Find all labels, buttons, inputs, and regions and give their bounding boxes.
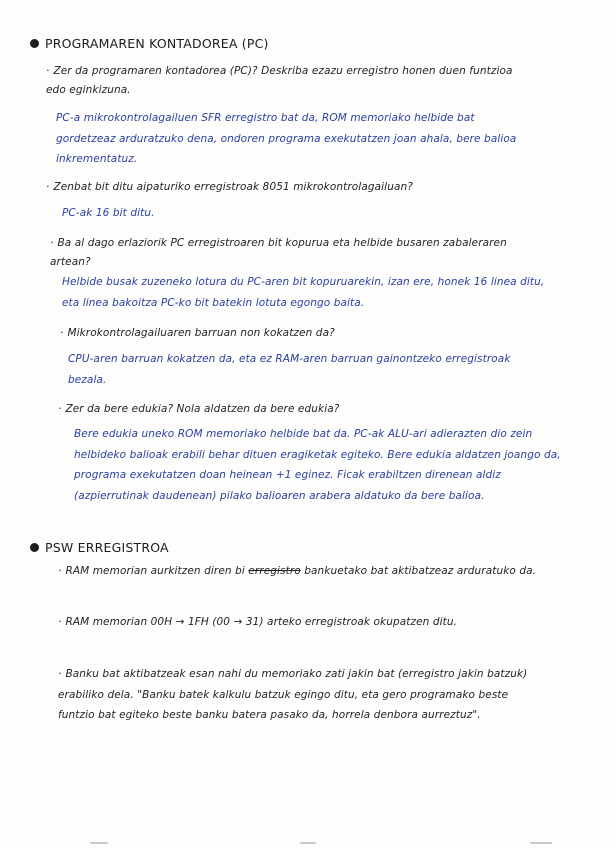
answer-3: Helbide busak zuzeneko lotura du PC-aren bit kopuruarekin, izan ere, honek 16 linea ditu, eta linea bakoitza PC-ko bit batekin lotuta egongo baita. xyxy=(62,276,545,309)
answer-2: PC-ak 16 bit ditu. xyxy=(62,207,155,219)
scan-mark xyxy=(300,842,316,844)
section-heading-pc: PROGRAMAREN KONTADOREA (PC) xyxy=(30,36,269,51)
question-4: · Mikrokontrolagailuaren barruan non kokatzen da? xyxy=(60,327,335,339)
bullet-icon: · xyxy=(60,327,64,339)
answer-4: CPU-aren barruan kokatzen da, eta ez RAM-aren barruan gainontzeko erregistroak bezala. xyxy=(68,353,511,386)
bullet-icon: · xyxy=(58,616,62,628)
bullet-icon: · xyxy=(46,181,50,193)
bullet-icon: · xyxy=(50,237,54,249)
bullet-dot-icon xyxy=(30,543,39,552)
bullet-icon: · xyxy=(46,65,50,77)
scan-mark xyxy=(90,842,108,844)
question-2: · Zenbat bit ditu aipaturiko erregistroak 8051 mikrokontrolagailuan? xyxy=(46,181,413,193)
bullet-icon: · xyxy=(58,565,62,577)
question-5: · Zer da bere edukia? Nola aldatzen da bere edukia? xyxy=(58,403,340,415)
bullet-dot-icon xyxy=(30,39,39,48)
scan-marks xyxy=(90,838,560,848)
section-heading-psw: PSW ERREGISTROA xyxy=(30,540,169,555)
scan-mark xyxy=(530,842,552,844)
answer-5: Bere edukia uneko ROM memoriako helbide bat da. PC-ak ALU-ari adierazten dio zein helbideko balioak erabili behar dituen eragiketak egiteko. Bere edukia aldatzen joango da, programa exekutatzen doan heinean +1 eginez. Ficak erabiltzen direnean aldiz (azpierrutinak daudenean) pilako balioaren arabera aldatuko da bere balioa. xyxy=(74,428,561,502)
bullet-icon: · xyxy=(58,668,62,680)
psw-note-3: · Banku bat aktibatzeak esan nahi du memoriako zati jakin bat (erregistro jakin batzuk) erabiliko dela. "Banku batek kalkulu batzuk egingo ditu, eta gero programako beste funtzio bat egiteko beste banku batera pasako da, horrela denbora aurreztuz". xyxy=(58,668,528,721)
bullet-icon: · xyxy=(58,403,62,415)
question-3: · Ba al dago erlaziorik PC erregistroaren bit kopurua eta helbide busaren zabaleraren artean? xyxy=(50,237,507,268)
question-1: · Zer da programaren kontadorea (PC)? Deskriba ezazu erregistro honen duen funtzioa edo eginkizuna. xyxy=(46,65,513,96)
psw-note-1: · RAM memorian aurkitzen diren bi erregistro bankuetako bat aktibatzeaz arduratuko da. xyxy=(58,565,537,577)
answer-1: PC-a mikrokontrolagailuen SFR erregistro bat da, ROM memoriako helbide bat gordetzeaz arduratzuko dena, ondoren programa exekutatzen joan ahala, bere balioa inkrementatuz. xyxy=(56,112,517,165)
crossed-out-word: erregistro xyxy=(248,565,301,577)
psw-note-2: · RAM memorian 00H → 1FH (00 → 31) arteko erregistroak okupatzen ditu. xyxy=(58,616,458,628)
